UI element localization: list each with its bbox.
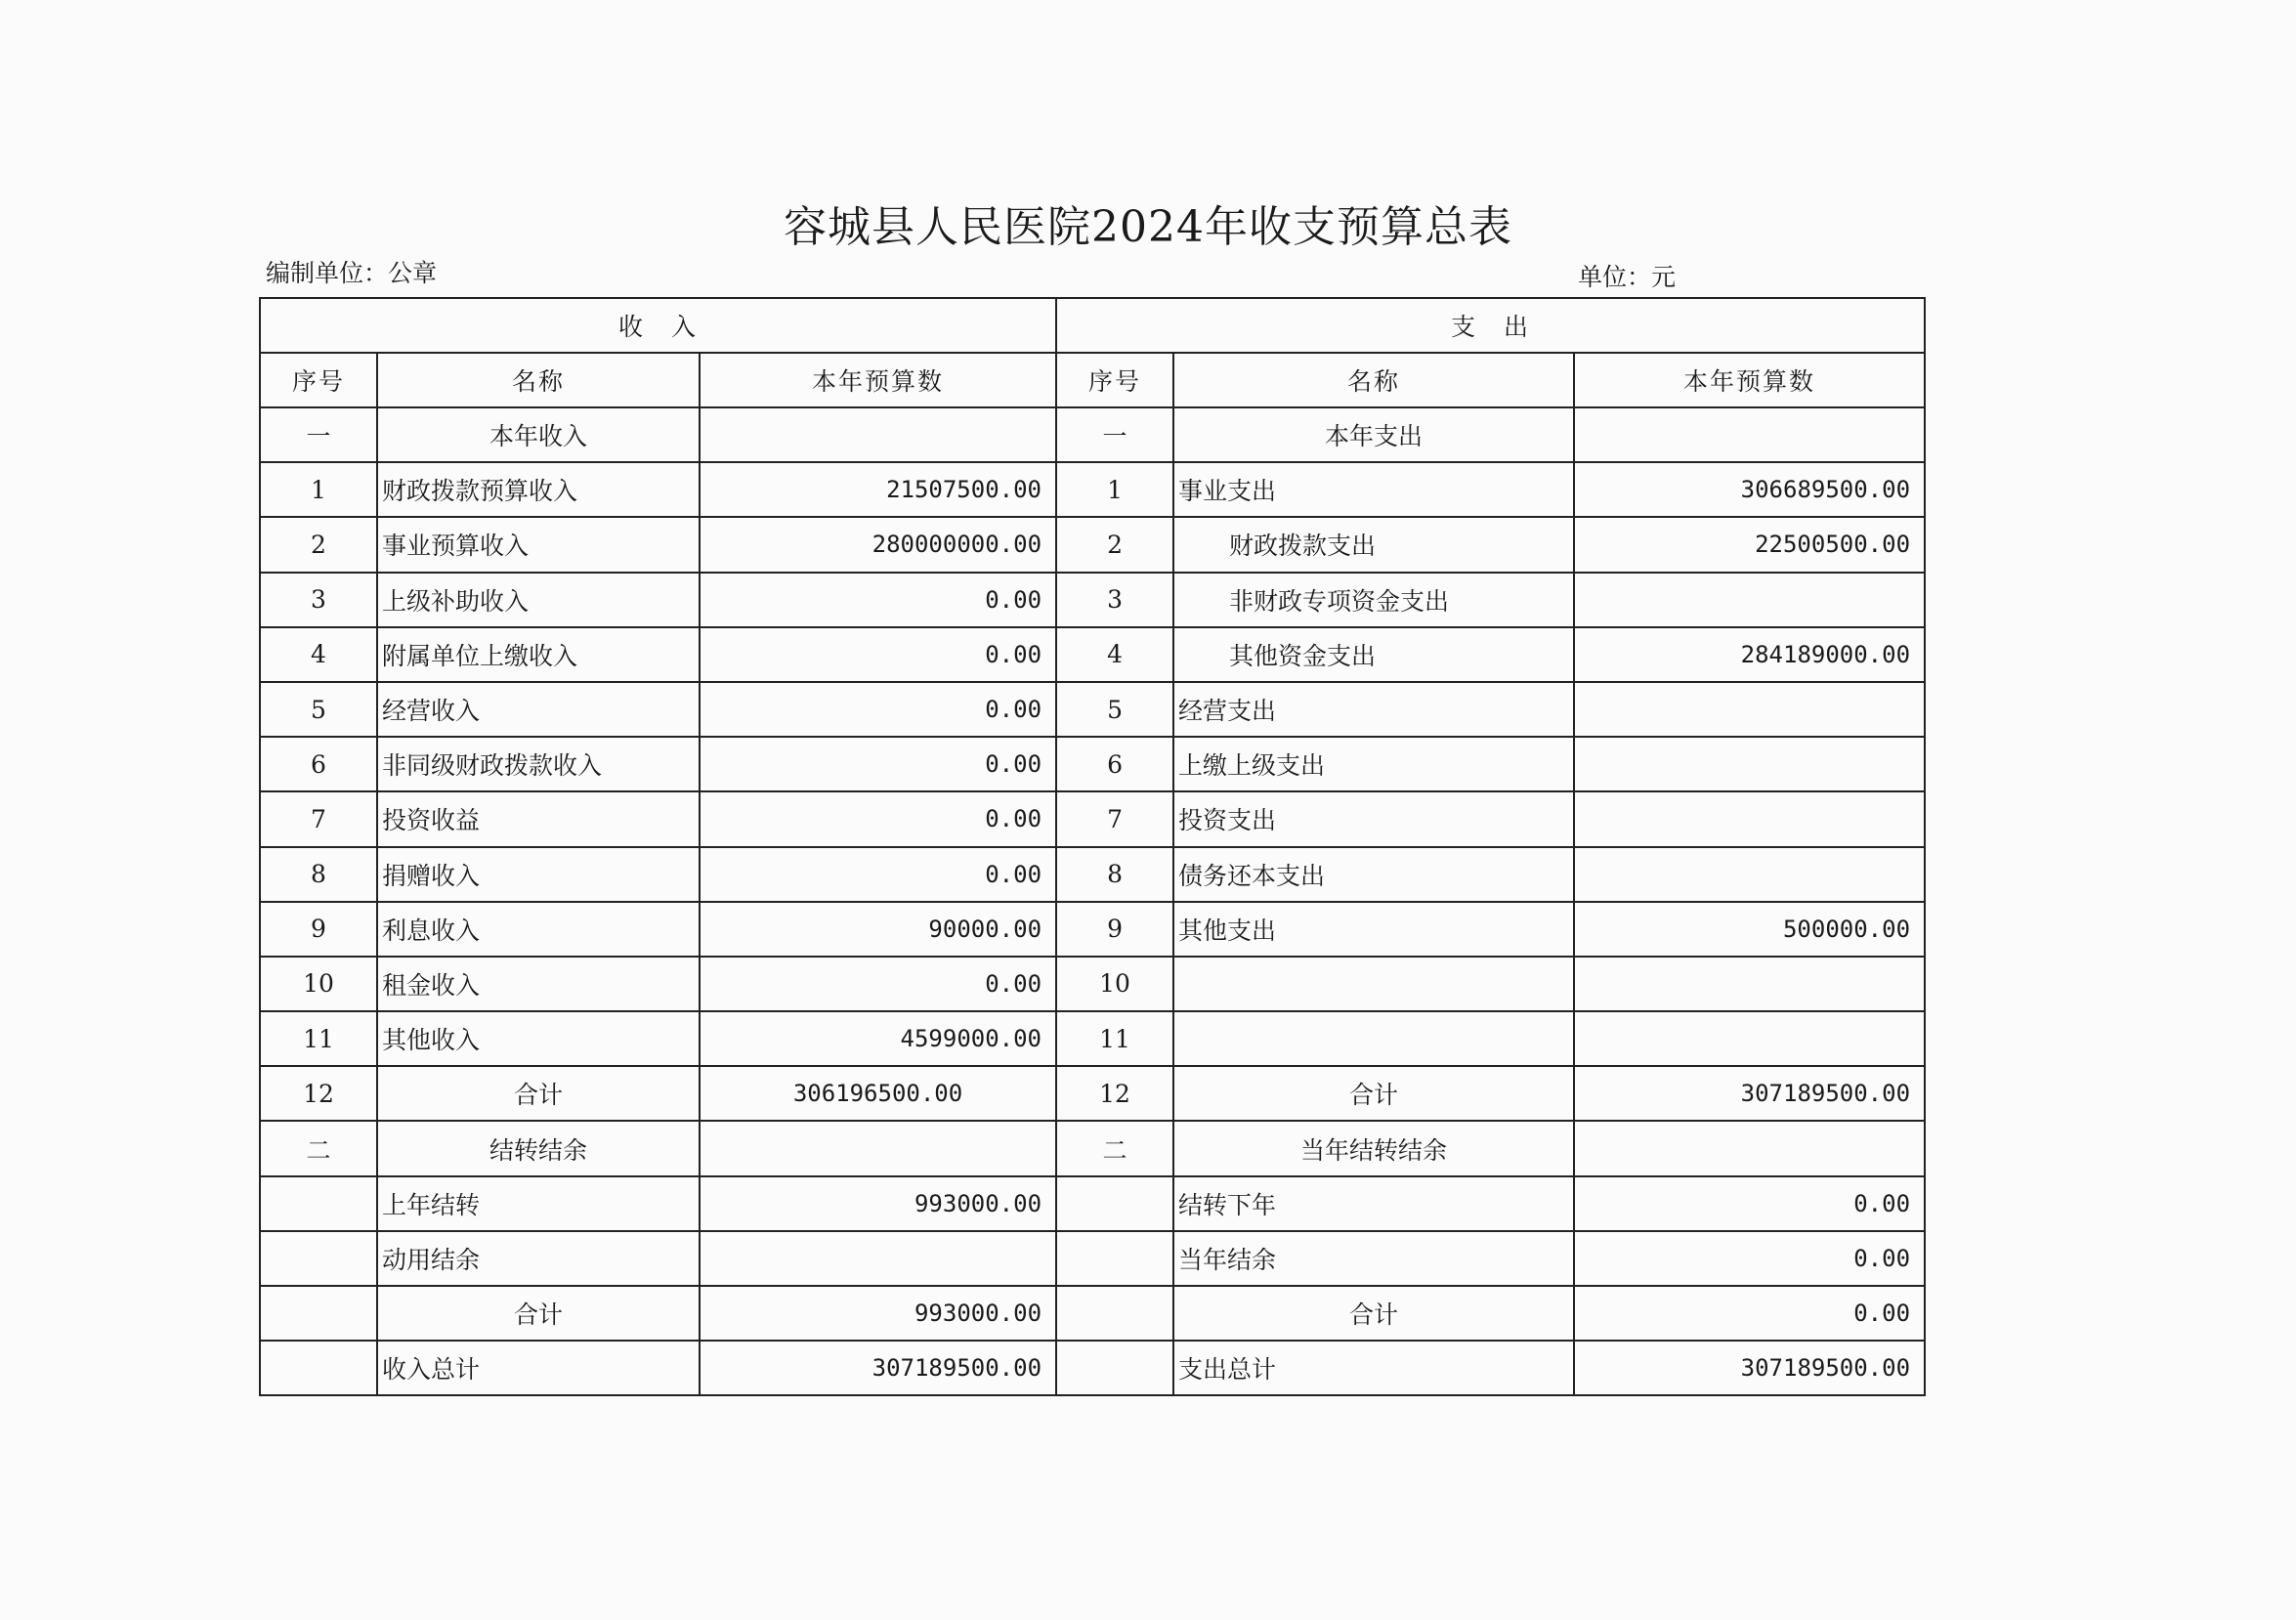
expense-amount-cell	[1574, 573, 1925, 627]
expense-amount-cell: 307189500.00	[1574, 1341, 1925, 1395]
section-header-row	[260, 298, 1925, 353]
income-name-cell: 合计	[377, 1286, 700, 1341]
expense-name-cell: 结转下年	[1173, 1176, 1574, 1231]
expense-name-cell: 其他资金支出	[1173, 627, 1574, 682]
income-name-cell: 利息收入	[377, 902, 700, 957]
expense-section-header: 支 出	[1056, 298, 1925, 353]
expense-seq-cell: 5	[1056, 682, 1173, 737]
income-amount-cell	[700, 1231, 1056, 1286]
income-name-cell: 财政拨款预算收入	[377, 462, 700, 517]
expense-amount-cell	[1574, 407, 1925, 462]
expense-name-cell	[1173, 957, 1574, 1011]
table-row	[260, 517, 1925, 572]
expense-amount-cell: 0.00	[1574, 1176, 1925, 1231]
income-amount-cell: 0.00	[700, 957, 1056, 1011]
budget-table	[259, 297, 1926, 1396]
expense-seq-cell: 2	[1056, 517, 1173, 572]
income-name-cell: 合计	[377, 1066, 700, 1121]
income-amount-cell: 0.00	[700, 737, 1056, 791]
compiling-unit: 编制单位：公章	[266, 259, 438, 287]
income-seq-cell: 1	[260, 462, 377, 517]
expense-seq-cell	[1056, 1286, 1173, 1341]
expense-name-cell: 本年支出	[1173, 407, 1574, 462]
income-seq-cell: 2	[260, 517, 377, 572]
expense-amount-cell	[1574, 737, 1925, 791]
income-seq-cell: 7	[260, 791, 377, 846]
expense-amount-cell	[1574, 1121, 1925, 1175]
income-name-cell: 上年结转	[377, 1176, 700, 1231]
income-amount-cell: 993000.00	[700, 1286, 1056, 1341]
income-seq-cell: 一	[260, 407, 377, 462]
table-row	[260, 1286, 1925, 1341]
income-name-cell: 收入总计	[377, 1341, 700, 1395]
income-name-cell: 经营收入	[377, 682, 700, 737]
income-name-cell: 非同级财政拨款收入	[377, 737, 700, 791]
income-seq-cell: 3	[260, 573, 377, 627]
income-amount-cell: 0.00	[700, 791, 1056, 846]
table-row	[260, 1121, 1925, 1175]
income-amount-cell: 0.00	[700, 573, 1056, 627]
expense-amount-cell	[1574, 847, 1925, 902]
expense-seq-cell: 一	[1056, 407, 1173, 462]
table-row	[260, 627, 1925, 682]
expense-amount-cell: 307189500.00	[1574, 1066, 1925, 1121]
table-row	[260, 1231, 1925, 1286]
income-name-cell: 租金收入	[377, 957, 700, 1011]
expense-name-cell: 当年结转结余	[1173, 1121, 1574, 1175]
table-row	[260, 847, 1925, 902]
income-name-cell: 结转结余	[377, 1121, 700, 1175]
expense-amount-cell: 0.00	[1574, 1286, 1925, 1341]
expense-name-cell: 当年结余	[1173, 1231, 1574, 1286]
income-amount-cell: 307189500.00	[700, 1341, 1056, 1395]
expense-amount-cell	[1574, 682, 1925, 737]
expense-amount-cell: 22500500.00	[1574, 517, 1925, 572]
expense-name-cell: 非财政专项资金支出	[1173, 573, 1574, 627]
income-seq-cell: 5	[260, 682, 377, 737]
expense-seq-cell	[1056, 1231, 1173, 1286]
income-seq-cell	[260, 1176, 377, 1231]
income-amount-cell: 306196500.00	[700, 1066, 1056, 1121]
expense-seq-cell	[1056, 1341, 1173, 1395]
expense-seq-cell: 10	[1056, 957, 1173, 1011]
table-row	[260, 573, 1925, 627]
expense-seq-header: 序号	[1056, 353, 1173, 407]
expense-amount-cell	[1574, 1011, 1925, 1066]
expense-amount-header: 本年预算数	[1574, 353, 1925, 407]
expense-amount-cell: 306689500.00	[1574, 462, 1925, 517]
income-amount-cell: 993000.00	[700, 1176, 1056, 1231]
expense-name-cell: 支出总计	[1173, 1341, 1574, 1395]
table-row	[260, 1176, 1925, 1231]
expense-name-cell: 合计	[1173, 1286, 1574, 1341]
table-row	[260, 462, 1925, 517]
income-amount-cell: 0.00	[700, 627, 1056, 682]
income-seq-cell: 4	[260, 627, 377, 682]
income-amount-cell: 4599000.00	[700, 1011, 1056, 1066]
expense-seq-cell: 11	[1056, 1011, 1173, 1066]
expense-name-cell: 事业支出	[1173, 462, 1574, 517]
expense-name-cell: 其他支出	[1173, 902, 1574, 957]
income-seq-cell: 10	[260, 957, 377, 1011]
table-row	[260, 957, 1925, 1011]
income-amount-cell	[700, 1121, 1056, 1175]
income-name-cell: 附属单位上缴收入	[377, 627, 700, 682]
income-name-cell: 投资收益	[377, 791, 700, 846]
expense-amount-cell: 500000.00	[1574, 902, 1925, 957]
expense-name-cell: 投资支出	[1173, 791, 1574, 846]
income-seq-header: 序号	[260, 353, 377, 407]
expense-seq-cell: 二	[1056, 1121, 1173, 1175]
expense-seq-cell: 3	[1056, 573, 1173, 627]
table-row	[260, 737, 1925, 791]
expense-amount-cell: 0.00	[1574, 1231, 1925, 1286]
expense-amount-cell	[1574, 957, 1925, 1011]
expense-name-cell: 财政拨款支出	[1173, 517, 1574, 572]
income-name-cell: 其他收入	[377, 1011, 700, 1066]
income-seq-cell	[260, 1286, 377, 1341]
table-row	[260, 1011, 1925, 1066]
expense-name-cell: 经营支出	[1173, 682, 1574, 737]
expense-name-cell	[1173, 1011, 1574, 1066]
table-row	[260, 407, 1925, 462]
expense-seq-cell: 4	[1056, 627, 1173, 682]
income-seq-cell: 9	[260, 902, 377, 957]
table-row	[260, 791, 1925, 846]
income-seq-cell: 二	[260, 1121, 377, 1175]
expense-name-cell: 合计	[1173, 1066, 1574, 1121]
expense-amount-cell: 284189000.00	[1574, 627, 1925, 682]
expense-seq-cell	[1056, 1176, 1173, 1231]
income-amount-cell: 0.00	[700, 682, 1056, 737]
table-row	[260, 902, 1925, 957]
expense-seq-cell: 8	[1056, 847, 1173, 902]
table-row	[260, 1066, 1925, 1121]
page-title: 容城县人民医院2024年收支预算总表	[784, 202, 1512, 252]
expense-seq-cell: 7	[1056, 791, 1173, 846]
expense-name-cell: 债务还本支出	[1173, 847, 1574, 902]
income-seq-cell: 11	[260, 1011, 377, 1066]
income-amount-cell	[700, 407, 1056, 462]
income-amount-header: 本年预算数	[700, 353, 1056, 407]
income-amount-cell: 90000.00	[700, 902, 1056, 957]
expense-name-cell: 上缴上级支出	[1173, 737, 1574, 791]
income-seq-cell: 8	[260, 847, 377, 902]
income-amount-cell: 21507500.00	[700, 462, 1056, 517]
income-name-cell: 捐赠收入	[377, 847, 700, 902]
income-name-cell: 动用结余	[377, 1231, 700, 1286]
table-row	[260, 682, 1925, 737]
income-amount-cell: 0.00	[700, 847, 1056, 902]
income-name-cell: 上级补助收入	[377, 573, 700, 627]
expense-amount-cell	[1574, 791, 1925, 846]
expense-seq-cell: 12	[1056, 1066, 1173, 1121]
expense-seq-cell: 1	[1056, 462, 1173, 517]
income-seq-cell: 12	[260, 1066, 377, 1121]
income-section-header: 收 入	[260, 298, 1056, 353]
income-seq-cell: 6	[260, 737, 377, 791]
column-header-row	[260, 353, 1925, 407]
expense-name-header: 名称	[1173, 353, 1574, 407]
income-amount-cell: 280000000.00	[700, 517, 1056, 572]
income-name-header: 名称	[377, 353, 700, 407]
expense-seq-cell: 6	[1056, 737, 1173, 791]
expense-seq-cell: 9	[1056, 902, 1173, 957]
table-row	[260, 1341, 1925, 1395]
income-name-cell: 事业预算收入	[377, 517, 700, 572]
currency-unit: 单位：元	[1578, 263, 1677, 291]
income-seq-cell	[260, 1341, 377, 1395]
income-seq-cell	[260, 1231, 377, 1286]
income-name-cell: 本年收入	[377, 407, 700, 462]
